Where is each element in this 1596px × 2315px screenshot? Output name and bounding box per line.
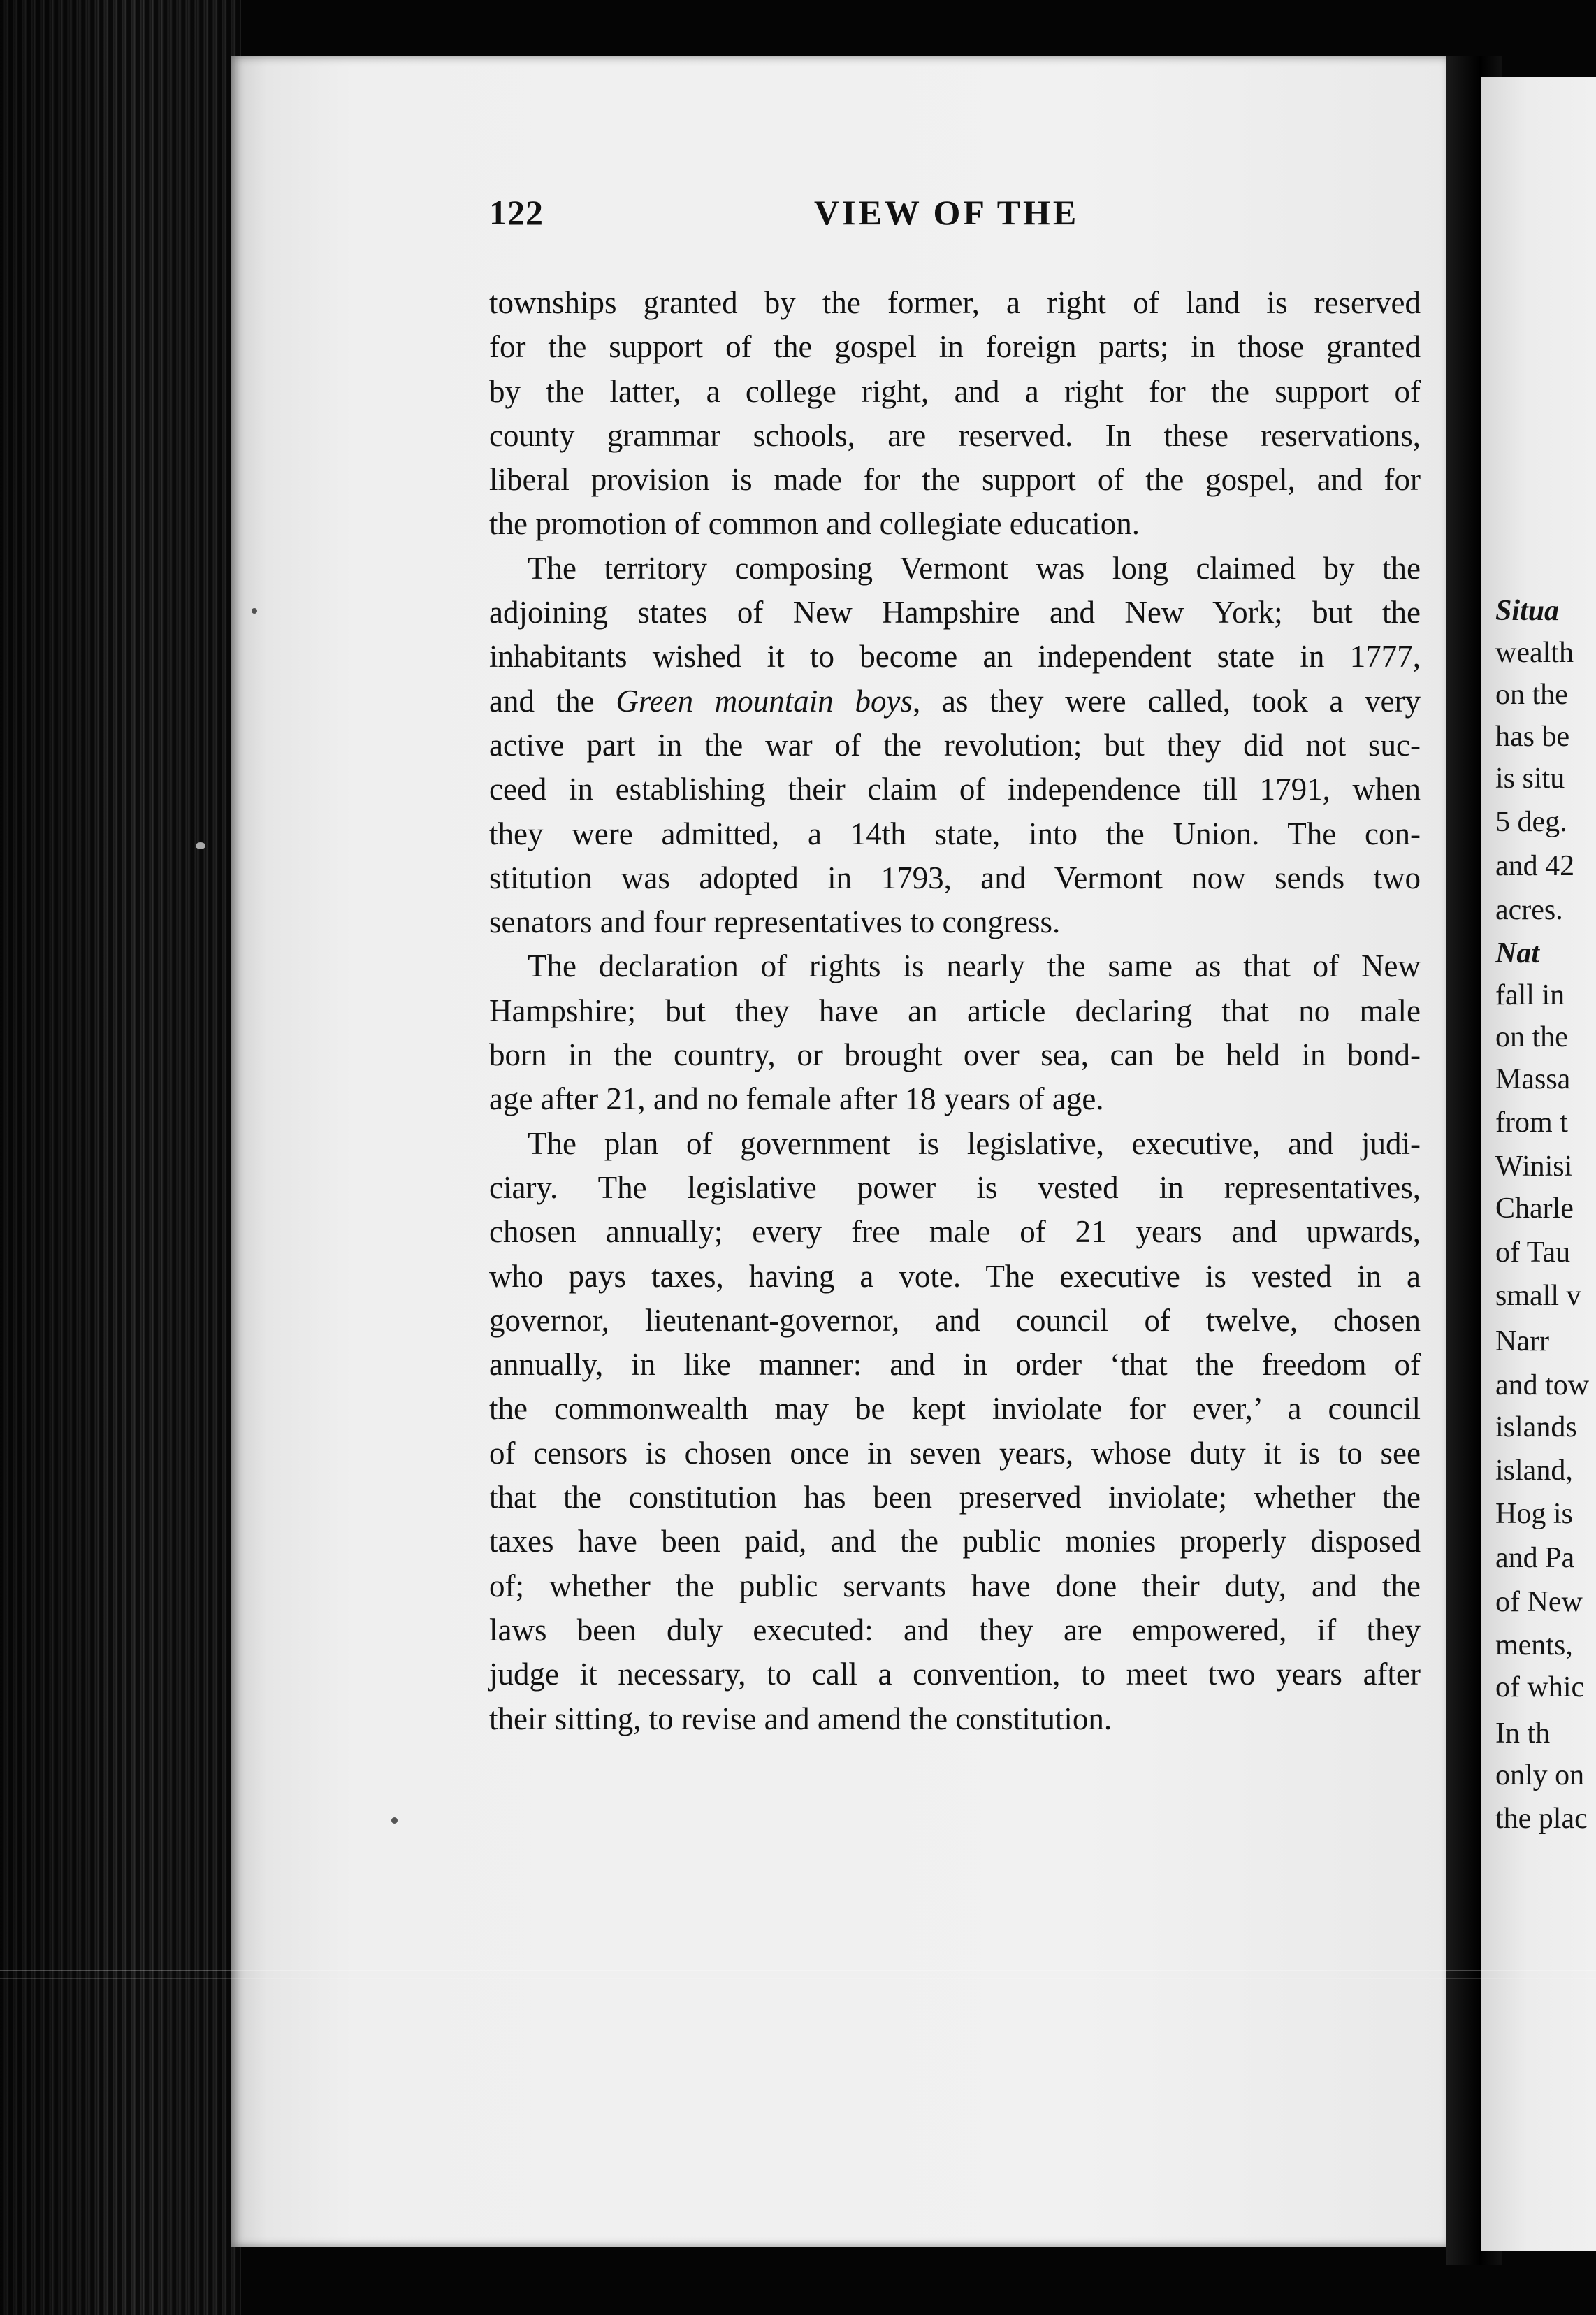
text-line: born in the country, or brought over sea, can be held in bond- (489, 1037, 1421, 1073)
facing-page-line: fall in (1495, 979, 1565, 1011)
facing-page-line: of New (1495, 1586, 1583, 1618)
facing-page-line: and tow (1495, 1369, 1590, 1401)
text-line (489, 679, 1421, 723)
text-line: county grammar schools, are reserved. In these reservations, (489, 417, 1421, 453)
text-line: taxes have been paid, and the public monies properly disposed (489, 1524, 1421, 1559)
facing-page-line: 5 deg. (1495, 806, 1567, 838)
running-head: VIEW OF THE (814, 193, 1080, 232)
facing-page-line: In th (1495, 1717, 1551, 1750)
text-line: The plan of government is legislative, executive, and judi- (528, 1125, 1421, 1161)
text-line: ceed in establishing their claim of independence till 1791, when (489, 772, 1421, 807)
text-line: Hampshire; but they have an article declaring that no male (489, 993, 1421, 1028)
page-number: 122 (489, 193, 544, 232)
facing-page-line: of Tau (1495, 1236, 1571, 1269)
facing-page-line: and Pa (1495, 1542, 1575, 1574)
text-line: of censors is chosen once in seven years, whose duty it is to see (489, 1435, 1421, 1471)
text-line: annually, in like manner: and in order ‘that the freedom of (489, 1347, 1421, 1383)
facing-page-line: island, (1495, 1455, 1573, 1487)
scan-artifact-line (0, 1970, 1596, 1971)
text-line: they were admitted, a 14th state, into the Union. The con- (489, 816, 1421, 851)
text-line: that the constitution has been preserved inviolate; whether the (489, 1480, 1421, 1515)
facing-page-line: Winisi (1495, 1151, 1573, 1183)
text-line: laws been duly executed: and they are empowered, if they (489, 1612, 1421, 1647)
scan-artifact-line (0, 1978, 1596, 1979)
facing-page-line: and 42 (1495, 850, 1575, 882)
facing-page-line: on the (1495, 1021, 1568, 1053)
text-line: by the latter, a college right, and a right for the support of (489, 373, 1421, 409)
facing-page-line: is situ (1495, 763, 1565, 795)
text-span: , as they were called, took a very (912, 683, 1421, 719)
ink-speck (196, 842, 205, 849)
text-line: their sitting, to revise and amend the constitution. (489, 1701, 1112, 1736)
facing-page-line: Massa (1495, 1063, 1571, 1095)
text-line: for the support of the gospel in foreign parts; in those granted (489, 329, 1421, 365)
ink-speck (252, 608, 257, 614)
book-edge-shadow (0, 0, 241, 2315)
text-line: the promotion of common and collegiate education. (489, 506, 1140, 542)
facing-page-line: acres. (1495, 894, 1563, 926)
facing-page-line: on the (1495, 679, 1568, 711)
facing-page-line: Charle (1495, 1192, 1574, 1225)
text-line: governor, lieutenant-governor, and council of twelve, chosen (489, 1302, 1421, 1338)
facing-page-line: has be (1495, 721, 1570, 753)
text-line: The territory composing Vermont was long claimed by the (528, 550, 1421, 586)
facing-page (1481, 77, 1596, 2251)
facing-page-line: small v (1495, 1280, 1581, 1312)
text-line: stitution was adopted in 1793, and Vermont now sends two (489, 860, 1421, 895)
text-line: townships granted by the former, a right of land is reserved (489, 285, 1421, 320)
facing-page-line: ments, (1495, 1629, 1573, 1661)
facing-page-line: only on (1495, 1759, 1585, 1791)
text-line: age after 21, and no female after 18 years of age. (489, 1081, 1104, 1117)
text-span: and the (489, 683, 616, 719)
facing-page-line: the plac (1495, 1803, 1588, 1835)
text-line: The declaration of rights is nearly the same as that of New (528, 949, 1421, 984)
facing-page-line: Nat (1495, 937, 1539, 969)
facing-page-line: wealth (1495, 637, 1574, 669)
facing-page-line: Situa (1495, 595, 1560, 627)
text-line: inhabitants wished it to become an independent state in 1777, (489, 639, 1421, 675)
text-line: adjoining states of New Hampshire and New York; but the (489, 595, 1421, 630)
body-text (489, 281, 1421, 1741)
facing-page-line: Narr (1495, 1325, 1549, 1357)
italic-phrase: Green mountain boys (616, 683, 913, 719)
facing-page-line: islands (1495, 1411, 1577, 1443)
text-line: chosen annually; every free male of 21 years and upwards, (489, 1214, 1421, 1250)
text-line: liberal provision is made for the support of the gospel, and for (489, 462, 1421, 498)
ink-speck (391, 1817, 398, 1824)
text-line: of; whether the public servants have done their duty, and the (489, 1568, 1421, 1603)
text-line: who pays taxes, having a vote. The executive is vested in a (489, 1258, 1421, 1294)
text-line: the commonwealth may be kept inviolate for ever,’ a council (489, 1391, 1421, 1427)
facing-page-line: of whic (1495, 1671, 1585, 1703)
text-line: senators and four representatives to congress. (489, 904, 1061, 940)
text-line: ciary. The legislative power is vested in representatives, (489, 1169, 1421, 1205)
text-line: judge it necessary, to call a convention, to meet two years after (489, 1657, 1421, 1692)
facing-page-line: from t (1495, 1106, 1568, 1139)
text-line: active part in the war of the revolution; but they did not suc- (489, 727, 1421, 763)
facing-page-line: Hog is (1495, 1498, 1573, 1530)
